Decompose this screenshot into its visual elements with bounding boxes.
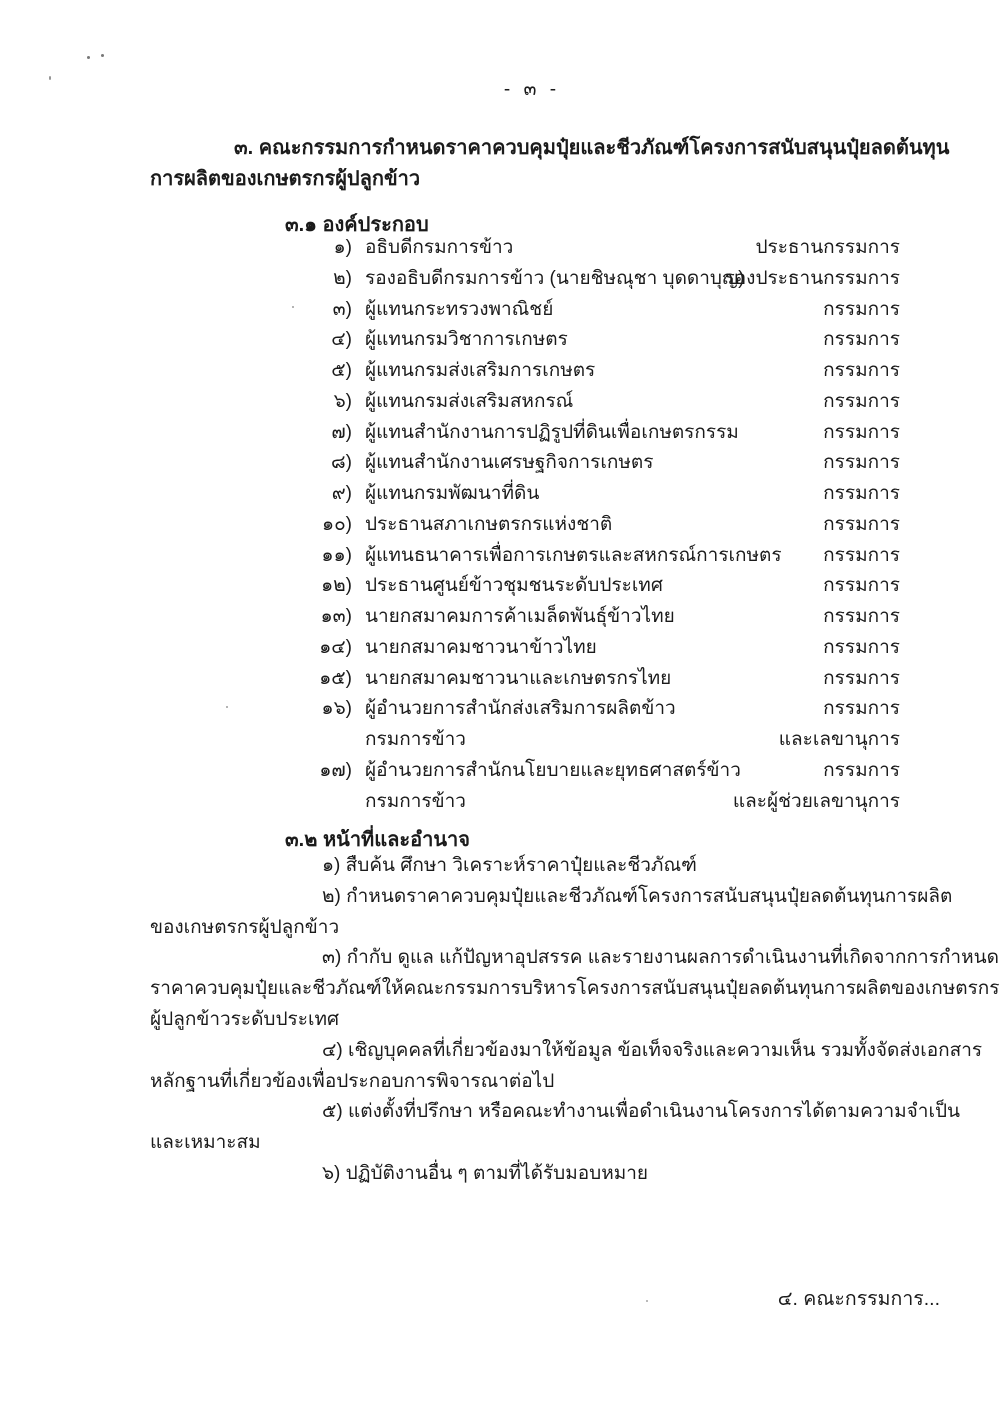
scan-speck bbox=[49, 76, 51, 80]
duty-line: ๑) สืบค้น ศึกษา วิเคราะห์ราคาปุ๋ยและชีวภัณฑ์ bbox=[322, 855, 697, 876]
duty-line: ๔) เชิญบุคคลที่เกี่ยวข้องมาให้ข้อมูล ข้อเท็จจริงและความเห็น รวมทั้งจัดส่งเอกสาร bbox=[322, 1039, 983, 1061]
member-name: ผู้แทนสำนักงานเศรษฐกิจการเกษตร bbox=[365, 452, 654, 474]
member-number: ๑๓) bbox=[320, 606, 352, 627]
committee-member-row bbox=[0, 602, 1000, 633]
duty-line: หลักฐานที่เกี่ยวข้องเพื่อประกอบการพิจารณาต่อไป bbox=[150, 1070, 555, 1092]
member-number: ๒) bbox=[333, 267, 352, 289]
member-role: กรรมการ bbox=[823, 513, 900, 535]
member-number: ๑๗) bbox=[319, 759, 352, 781]
committee-member-row bbox=[0, 325, 1000, 356]
member-name: ผู้แทนกรมพัฒนาที่ดิน bbox=[365, 483, 540, 504]
heading-line-2: การผลิตของเกษตรกรผู้ปลูกข้าว bbox=[150, 168, 421, 190]
member-name: ผู้แทนกระทรวงพาณิชย์ bbox=[365, 298, 554, 320]
duty-line: และเหมาะสม bbox=[150, 1132, 261, 1154]
member-number: ๑๔) bbox=[319, 636, 352, 658]
committee-member-row bbox=[0, 448, 1000, 479]
member-role: กรรมการ bbox=[823, 329, 900, 351]
member-number: ๑) bbox=[333, 237, 352, 258]
committee-member-row bbox=[0, 756, 1000, 787]
member-name: นายกสมาคมชาวนาข้าวไทย bbox=[365, 636, 597, 658]
duty-line: ของเกษตรกรผู้ปลูกข้าว bbox=[150, 916, 340, 938]
member-name: ผู้แทนธนาคารเพื่อการเกษตรและสหกรณ์การเกษตร bbox=[365, 544, 782, 566]
member-name: ประธานศูนย์ข้าวชุมชนระดับประเทศ bbox=[365, 575, 663, 597]
member-number: ๑๒) bbox=[321, 575, 352, 597]
scan-speck bbox=[101, 54, 104, 57]
committee-member-row bbox=[0, 725, 1000, 756]
committee-member-row bbox=[0, 264, 1000, 295]
member-role: ประธานกรรมการ bbox=[755, 237, 900, 258]
committee-member-list bbox=[0, 233, 1000, 817]
member-number: ๑๕) bbox=[319, 667, 352, 689]
member-number: ๑๐) bbox=[322, 513, 352, 535]
committee-member-row bbox=[0, 664, 1000, 695]
page-continuation-note: ๔. คณะกรรมการ... bbox=[777, 1288, 940, 1310]
member-number: ๑๖) bbox=[321, 698, 352, 720]
scan-speck bbox=[646, 1300, 648, 1302]
member-number: ๗) bbox=[331, 421, 352, 443]
member-role: กรรมการ bbox=[823, 360, 900, 381]
committee-member-row bbox=[0, 510, 1000, 541]
section-heading bbox=[150, 133, 950, 195]
duties-list bbox=[0, 851, 1000, 1190]
member-number: ๕) bbox=[331, 360, 352, 381]
scan-speck bbox=[87, 56, 90, 59]
committee-member-row bbox=[0, 787, 1000, 818]
member-role: กรรมการ bbox=[823, 636, 900, 658]
member-role: กรรมการ bbox=[823, 759, 900, 781]
committee-member-row bbox=[0, 571, 1000, 602]
duty-line: ราคาควบคุมปุ๋ยและชีวภัณฑ์ให้คณะกรรมการบริหารโครงการสนับสนุนปุ๋ยลดต้นทุนการผลิตของเกษตรกร bbox=[150, 978, 1000, 1000]
member-name: นายกสมาคมชาวนาและเกษตรกรไทย bbox=[365, 667, 672, 689]
committee-member-row bbox=[0, 541, 1000, 572]
subsection-composition-title: ๓.๑ องค์ประกอบ bbox=[285, 214, 429, 236]
scan-speck bbox=[226, 706, 228, 708]
duty-line: ผู้ปลูกข้าวระดับประเทศ bbox=[150, 1008, 340, 1030]
member-name: กรมการข้าว bbox=[365, 790, 466, 812]
member-name: อธิบดีกรมการข้าว bbox=[365, 237, 514, 258]
member-role: และผู้ช่วยเลขานุการ bbox=[732, 790, 900, 812]
member-name: ประธานสภาเกษตรกรแห่งชาติ bbox=[365, 513, 613, 535]
member-role: และเลขานุการ bbox=[778, 729, 900, 750]
committee-member-row bbox=[0, 633, 1000, 664]
member-number: ๔) bbox=[331, 329, 352, 351]
member-name: ผู้อำนวยการสำนักส่งเสริมการผลิตข้าว bbox=[365, 698, 676, 720]
member-name: ผู้แทนกรมวิชาการเกษตร bbox=[365, 329, 568, 351]
member-name: นายกสมาคมการค้าเมล็ดพันธุ์ข้าวไทย bbox=[365, 606, 675, 627]
member-role: กรรมการ bbox=[823, 575, 900, 597]
committee-member-row bbox=[0, 479, 1000, 510]
duty-line: ๒) กำหนดราคาควบคุมปุ๋ยและชีวภัณฑ์โครงการสนับสนุนปุ๋ยลดต้นทุนการผลิต bbox=[322, 885, 953, 907]
member-name: ผู้อำนวยการสำนักนโยบายและยุทธศาสตร์ข้าว bbox=[365, 759, 741, 781]
committee-member-row bbox=[0, 387, 1000, 418]
page-number: - ๓ - bbox=[503, 79, 561, 100]
member-number: ๘) bbox=[331, 452, 352, 474]
member-name: ผู้แทนกรมส่งเสริมการเกษตร bbox=[365, 360, 596, 381]
member-role: กรรมการ bbox=[823, 390, 900, 412]
scan-speck bbox=[292, 306, 294, 308]
member-number: ๑๑) bbox=[321, 544, 352, 566]
member-role: กรรมการ bbox=[823, 452, 900, 474]
member-name: รองอธิบดีกรมการข้าว (นายชิษณุชา บุดดาบุญ) bbox=[365, 267, 745, 289]
committee-member-row bbox=[0, 356, 1000, 387]
committee-member-row bbox=[0, 694, 1000, 725]
committee-member-row bbox=[0, 233, 1000, 264]
member-role: กรรมการ bbox=[823, 667, 900, 689]
member-role: กรรมการ bbox=[823, 698, 900, 720]
duty-line: ๖) ปฏิบัติงานอื่น ๆ ตามที่ได้รับมอบหมาย bbox=[322, 1162, 649, 1184]
member-role: กรรมการ bbox=[823, 544, 900, 566]
member-role: กรรมการ bbox=[823, 298, 900, 320]
subsection-duties-title: ๓.๒ หน้าที่และอำนาจ bbox=[285, 829, 470, 851]
member-number: ๖) bbox=[333, 390, 352, 412]
committee-member-row bbox=[0, 295, 1000, 326]
heading-line-1: ๓. คณะกรรมการกำหนดราคาควบคุมปุ๋ยและชีวภัณฑ์โครงการสนับสนุนปุ๋ยลดต้นทุน bbox=[234, 137, 950, 159]
member-role: กรรมการ bbox=[823, 421, 900, 443]
member-number: ๙) bbox=[331, 483, 352, 504]
member-number: ๓) bbox=[332, 298, 352, 320]
duty-line: ๕) แต่งตั้งที่ปรึกษา หรือคณะทำงานเพื่อดำเนินงานโครงการได้ตามความจำเป็น bbox=[322, 1101, 961, 1123]
duty-line: ๓) กำกับ ดูแล แก้ปัญหาอุปสรรค และรายงานผลการดำเนินงานที่เกิดจากการกำหนด bbox=[322, 947, 999, 969]
member-role: กรรมการ bbox=[823, 606, 900, 627]
member-name: กรมการข้าว bbox=[365, 729, 466, 750]
member-role: รองประธานกรรมการ bbox=[724, 267, 900, 289]
member-name: ผู้แทนกรมส่งเสริมสหกรณ์ bbox=[365, 390, 574, 412]
member-name: ผู้แทนสำนักงานการปฏิรูปที่ดินเพื่อเกษตรกรรม bbox=[365, 421, 739, 443]
member-role: กรรมการ bbox=[823, 483, 900, 504]
committee-member-row bbox=[0, 418, 1000, 449]
